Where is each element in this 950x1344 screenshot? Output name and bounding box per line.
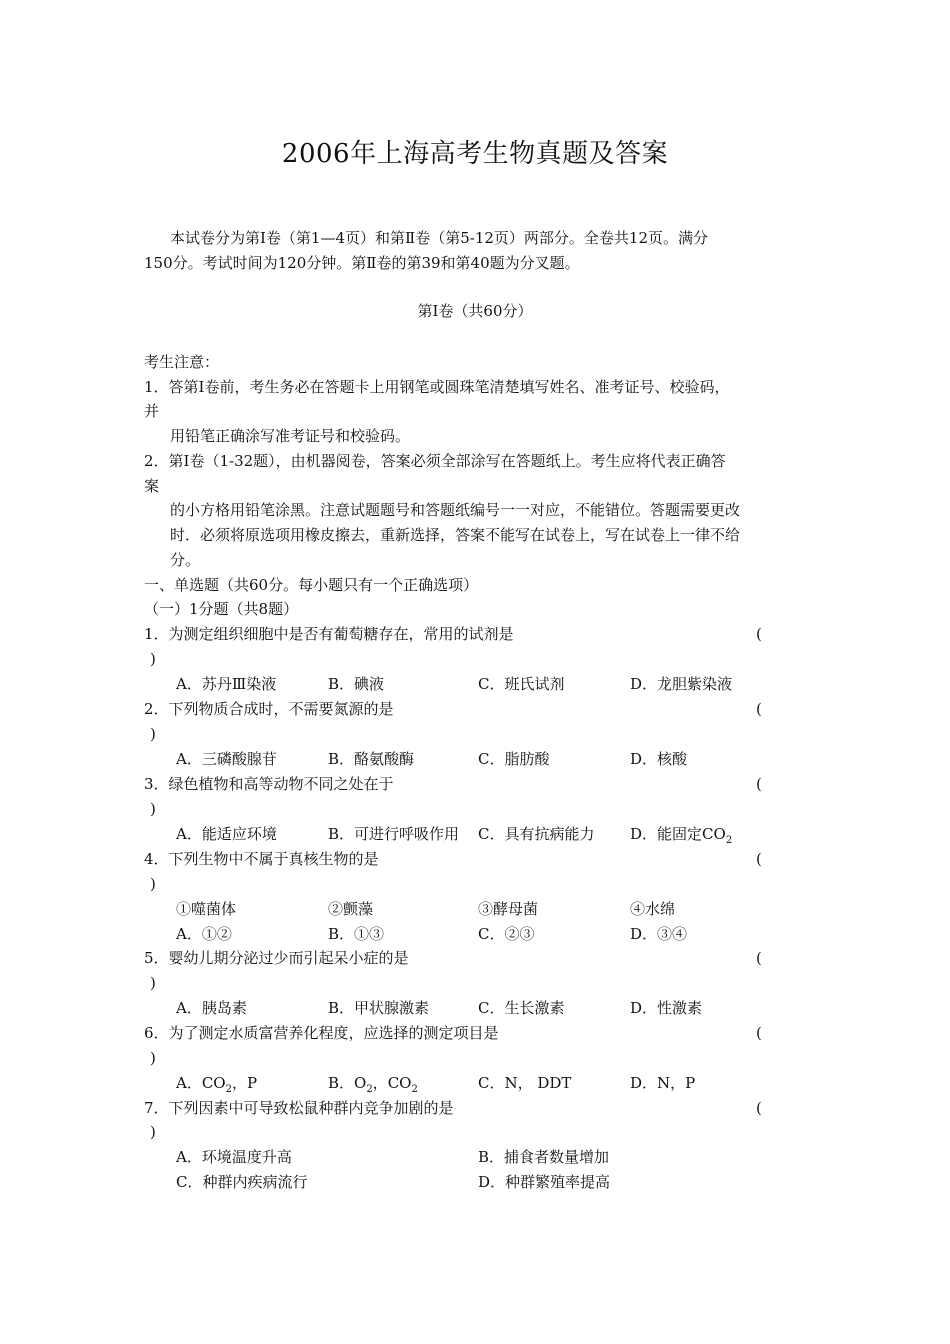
question-4-option-c: C．②③ [478, 925, 535, 943]
question-6-option-a [176, 1073, 257, 1100]
question-5-option-b: B．甲状腺激素 [328, 999, 430, 1017]
question-4-item-3: ③酵母菌 [478, 900, 539, 918]
answer-paren-open: ( [756, 949, 762, 967]
question-6-stem: 6．为了测定水质富营养化程度，应选择的测定项目是 [144, 1024, 499, 1042]
question-4-option-d: D．③④ [630, 925, 688, 943]
question-1-option-b: B．碘液 [328, 675, 385, 693]
answer-paren-open: ( [756, 1024, 762, 1042]
question-6-option-d: D．N，P [630, 1074, 696, 1092]
page-title: 2006年上海高考生物真题及答案 [281, 139, 669, 169]
notice-item-2-line-2: 案 [144, 477, 160, 495]
question-4-item-1: ①噬菌体 [176, 900, 237, 918]
question-1-option-c: C．班氏试剂 [478, 675, 565, 693]
subscript: 2 [366, 1084, 373, 1095]
question-3-option-c: C．具有抗病能力 [478, 825, 595, 843]
question-3-option-d [630, 824, 732, 851]
question-7-option-b: B．捕食者数量增加 [478, 1148, 610, 1166]
option-text-mid: ，CO [372, 1074, 412, 1092]
notice-item-2-line-5: 分。 [170, 551, 201, 569]
notice-item-2-line-3: 的小方格用铅笔涂黑。注意试题题号和答题纸编号一一对应，不能错位。答题需要更改 [170, 501, 741, 519]
subscript: 2 [411, 1084, 418, 1095]
answer-paren-close: ) [150, 650, 156, 668]
notice-heading: 考生注意： [144, 353, 220, 371]
answer-paren-close: ) [150, 800, 156, 818]
question-6-option-b [328, 1073, 418, 1100]
question-5-option-c: C．生长激素 [478, 999, 565, 1017]
answer-paren-close: ) [150, 1049, 156, 1067]
section-heading: 第Ⅰ卷（共60分） [417, 302, 533, 320]
question-5-option-d: D．性激素 [630, 999, 703, 1017]
answer-paren-close: ) [150, 974, 156, 992]
intro-line-1: 本试卷分为第Ⅰ卷（第1—4页）和第Ⅱ卷（第5-12页）两部分。全卷共12页。满分 [170, 229, 708, 247]
answer-paren-open: ( [756, 1099, 762, 1117]
question-7-stem: 7．下列因素中可导致松鼠种群内竞争加剧的是 [144, 1099, 454, 1117]
notice-item-1-line-3: 用铅笔正确涂写准考证号和校验码。 [170, 427, 411, 445]
question-1-option-a: A．苏丹Ⅲ染液 [176, 675, 277, 693]
option-text: A．CO [176, 1074, 226, 1092]
question-4-option-a: A．①② [176, 925, 232, 943]
question-5-option-a: A．胰岛素 [176, 999, 247, 1017]
intro-line-2: 150分。考试时间为120分钟。第Ⅱ卷的第39和第40题为分叉题。 [144, 254, 580, 272]
option-text-tail: ，P [231, 1074, 258, 1092]
question-2-option-b: B．酪氨酸酶 [328, 750, 415, 768]
question-5-stem: 5．婴幼儿期分泌过少而引起呆小症的是 [144, 949, 409, 967]
option-text: B．O [328, 1074, 367, 1092]
answer-paren-open: ( [756, 850, 762, 868]
question-4-item-4: ④水绵 [630, 900, 676, 918]
answer-paren-open: ( [756, 775, 762, 793]
subscript: 2 [725, 835, 733, 846]
question-3-option-a: A．能适应环境 [176, 825, 277, 843]
notice-item-2-line-1: 2．第Ⅰ卷（1-32题），由机器阅卷，答案必须全部涂写在答题纸上。考生应将代表正确答 [144, 452, 726, 470]
answer-paren-close: ) [150, 1123, 156, 1141]
subpart-heading: （一）1分题（共8题） [144, 600, 299, 618]
question-4-item-2: ②颤藻 [328, 900, 374, 918]
question-7-option-c: C．种群内疾病流行 [176, 1173, 308, 1191]
question-2-option-c: C．脂肪酸 [478, 750, 550, 768]
answer-paren-close: ) [150, 875, 156, 893]
question-3-stem: 3．绿色植物和高等动物不同之处在于 [144, 775, 394, 793]
part-1-heading: 一、单选题（共60分。每小题只有一个正确选项） [144, 576, 479, 594]
question-2-stem: 2．下列物质合成时，不需要氮源的是 [144, 700, 394, 718]
subscript: 2 [225, 1084, 232, 1095]
answer-paren-close: ) [150, 725, 156, 743]
question-1-stem: 1．为测定组织细胞中是否有葡萄糖存在，常用的试剂是 [144, 625, 514, 643]
notice-item-1-line-1: 1．答第Ⅰ卷前，考生务必在答题卡上用钢笔或圆珠笔清楚填写姓名、准考证号、校验码， [144, 378, 730, 396]
question-6-option-c: C．N， DDT [478, 1074, 572, 1092]
question-2-option-d: D．核酸 [630, 750, 688, 768]
option-text: D．能固定CO [630, 825, 726, 843]
question-7-option-d: D．种群繁殖率提高 [478, 1173, 611, 1191]
question-2-option-a: A．三磷酸腺苷 [176, 750, 277, 768]
question-4-option-b: B．①③ [328, 925, 385, 943]
answer-paren-open: ( [756, 625, 762, 643]
answer-paren-open: ( [756, 700, 762, 718]
question-7-option-a: A．环境温度升高 [176, 1148, 292, 1166]
question-4-stem: 4．下列生物中不属于真核生物的是 [144, 850, 379, 868]
notice-item-2-line-4: 时．必须将原选项用橡皮擦去，重新选择，答案不能写在试卷上，写在试卷上一律不给 [170, 526, 741, 544]
question-1-option-d: D．龙胆紫染液 [630, 675, 733, 693]
notice-item-1-line-2: 并 [144, 402, 160, 420]
question-3-option-b: B．可进行呼吸作用 [328, 825, 460, 843]
